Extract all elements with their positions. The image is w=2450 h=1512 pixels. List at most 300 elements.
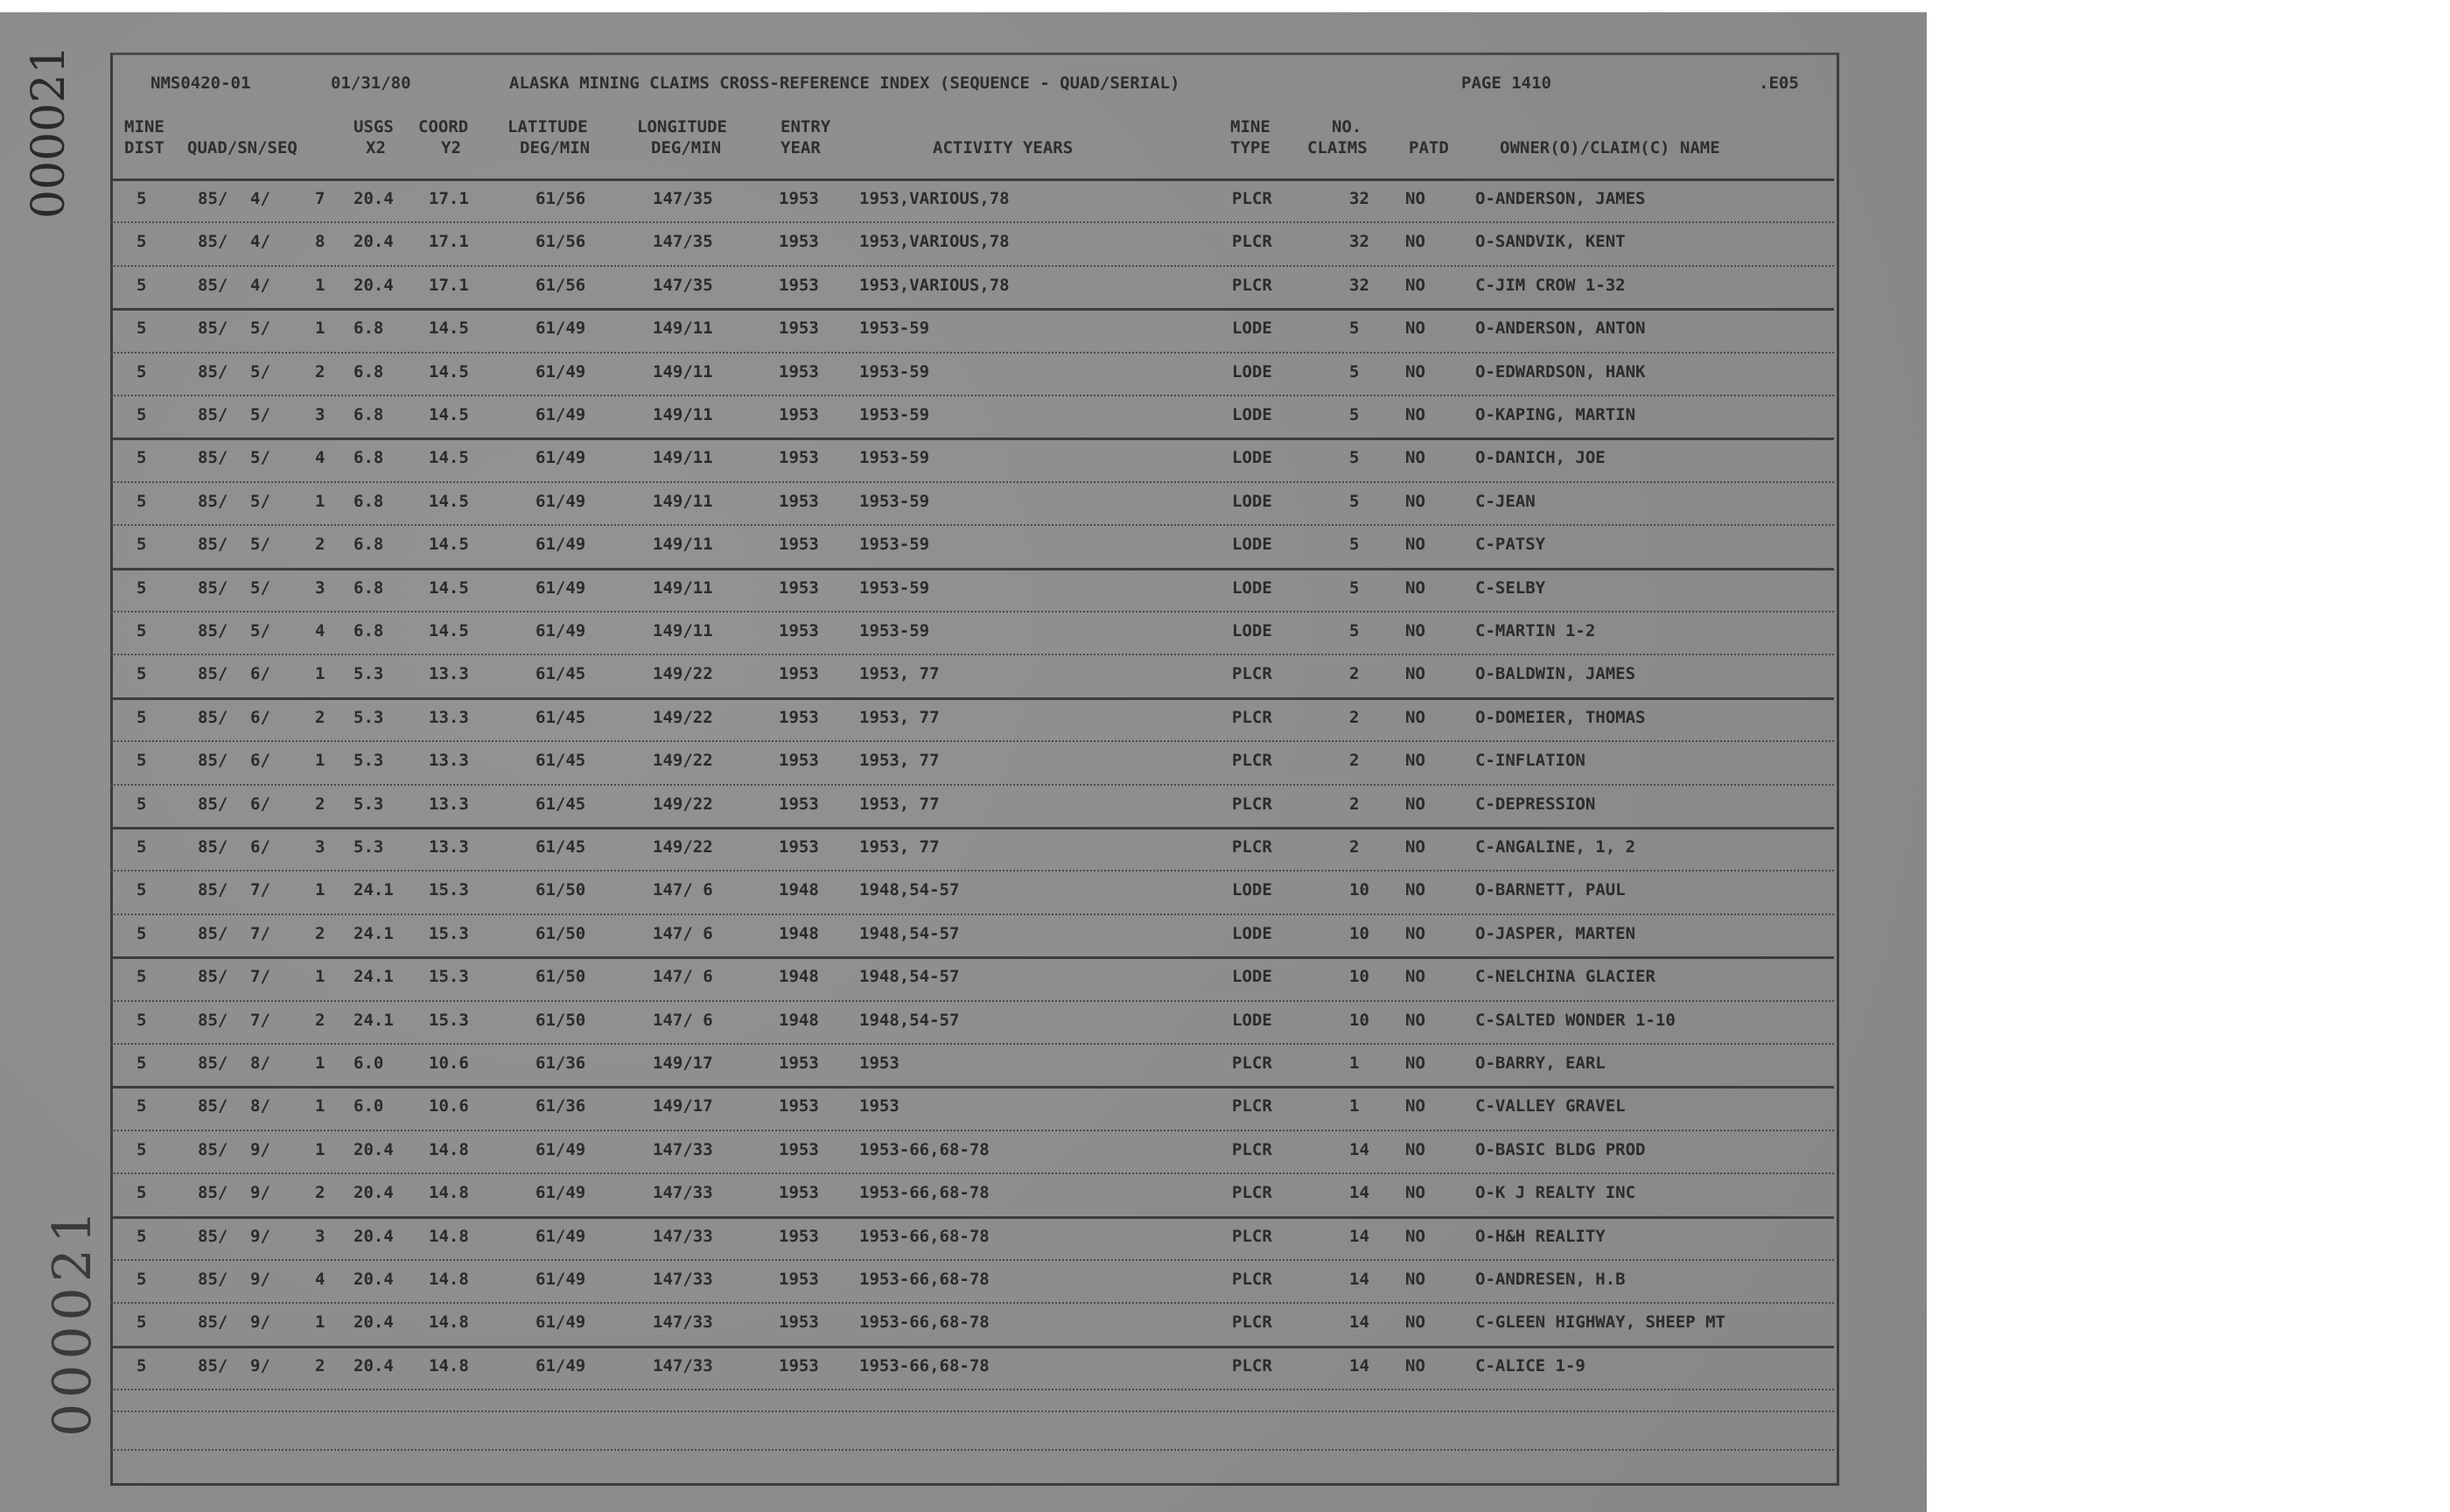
row-cell: 61/50 — [536, 967, 586, 987]
row-separator — [110, 481, 1834, 483]
row-cell: 85/ — [198, 535, 228, 555]
row-cell: 61/36 — [536, 1054, 586, 1073]
row-cell: LODE — [1232, 361, 1272, 382]
col-claims-l1: NO. — [1332, 117, 1362, 136]
col-latitude-l1: LATITUDE — [508, 117, 588, 136]
row-cell: NO — [1405, 1355, 1425, 1376]
row-cell: PLCR — [1232, 664, 1272, 684]
row-cell: 61/36 — [536, 1096, 586, 1116]
table-row — [110, 483, 1834, 525]
row-cell: 2 — [315, 1183, 326, 1203]
row-cell: 4 — [315, 448, 326, 468]
row-cell: 1953,VARIOUS,78 — [859, 189, 1010, 208]
row-separator — [110, 524, 1834, 526]
blank-line — [110, 1449, 1834, 1451]
row-cell: 1953 — [779, 1270, 819, 1289]
row-cell: 85/ — [198, 405, 228, 424]
frame-number-stamp-bottom: 000021 — [42, 1204, 103, 1437]
row-cell: 20.4 — [354, 232, 394, 252]
row-cell: 149/22 — [653, 707, 713, 727]
row-cell: 61/56 — [536, 232, 586, 252]
table-row — [110, 223, 1834, 265]
row-cell: 14 — [1349, 1312, 1369, 1333]
row-cell: 61/56 — [536, 189, 586, 208]
row-cell: 1953 — [779, 1312, 819, 1333]
row-cell: 1 — [315, 751, 326, 771]
row-separator — [110, 1172, 1834, 1174]
row-cell: 1948,54-57 — [859, 1010, 960, 1030]
row-separator — [110, 1346, 1834, 1348]
row-cell: 20.4 — [354, 1355, 394, 1376]
row-cell: 9/ — [250, 1226, 270, 1246]
row-separator — [110, 784, 1834, 786]
row-cell: 1 — [315, 491, 326, 511]
row-cell: PLCR — [1232, 1183, 1272, 1203]
col-patd: PATD — [1409, 138, 1449, 158]
row-cell: PLCR — [1232, 1355, 1272, 1376]
row-cell: 1953 — [779, 751, 819, 771]
row-cell: NO — [1405, 189, 1425, 208]
row-cell: 24.1 — [354, 1010, 394, 1030]
row-cell: 5 — [136, 361, 147, 382]
row-cell: 5.3 — [354, 794, 384, 814]
row-cell: 5 — [1349, 578, 1360, 598]
row-cell: 6.8 — [354, 448, 384, 468]
row-cell: 6.0 — [354, 1054, 384, 1073]
row-cell: 1953-59 — [859, 535, 930, 555]
row-cell: NO — [1405, 794, 1425, 814]
row-cell: 14.5 — [429, 535, 469, 555]
row-cell: 1953-59 — [859, 405, 930, 424]
row-cell: PLCR — [1232, 189, 1272, 208]
row-cell: 61/49 — [536, 535, 586, 555]
row-cell: 85/ — [198, 1010, 228, 1030]
row-cell: 1 — [315, 1312, 326, 1333]
row-cell: 10 — [1349, 880, 1369, 900]
row-cell: 5 — [136, 751, 147, 771]
row-cell: LODE — [1232, 491, 1272, 511]
row-cell: 147/ 6 — [653, 967, 713, 987]
row-cell: 9/ — [250, 1355, 270, 1376]
row-cell: 61/50 — [536, 923, 586, 943]
row-cell: 9/ — [250, 1312, 270, 1333]
col-entry-l1: ENTRY — [780, 117, 831, 136]
row-cell: PLCR — [1232, 1139, 1272, 1159]
row-cell: 5 — [136, 491, 147, 511]
row-cell: C-ANGALINE, 1, 2 — [1475, 837, 1636, 857]
row-cell: 5/ — [250, 318, 270, 339]
row-cell: 5 — [136, 189, 147, 208]
row-cell: 149/11 — [653, 621, 713, 640]
row-cell: 2 — [1349, 664, 1360, 684]
row-cell: LODE — [1232, 318, 1272, 339]
row-cell: 1953, 77 — [859, 794, 940, 814]
table-row — [110, 958, 1834, 1000]
row-cell: LODE — [1232, 923, 1272, 943]
row-cell: 5 — [136, 794, 147, 814]
row-cell: 13.3 — [429, 707, 469, 727]
row-cell: 7/ — [250, 1010, 270, 1030]
row-cell: 2 — [315, 707, 326, 727]
row-separator — [110, 870, 1834, 872]
row-separator — [110, 221, 1834, 223]
row-cell: 5 — [1349, 621, 1360, 640]
table-row — [110, 439, 1834, 481]
row-cell: 85/ — [198, 837, 228, 857]
row-cell: 149/11 — [653, 405, 713, 424]
row-cell: NO — [1405, 664, 1425, 684]
row-cell: O-DANICH, JOE — [1475, 448, 1606, 468]
row-cell: 1953-59 — [859, 318, 930, 339]
row-cell: 14.5 — [429, 405, 469, 424]
row-cell: 1948,54-57 — [859, 967, 960, 987]
row-cell: 1953 — [779, 535, 819, 555]
row-separator — [110, 914, 1834, 915]
row-cell: 85/ — [198, 1312, 228, 1333]
row-cell: 5/ — [250, 405, 270, 424]
table-row — [110, 872, 1834, 914]
row-cell: 1953 — [779, 448, 819, 468]
table-row — [110, 354, 1834, 396]
row-cell: 5 — [136, 621, 147, 640]
row-cell: 14 — [1349, 1139, 1369, 1159]
row-cell: 1 — [315, 1139, 326, 1159]
table-row — [110, 1304, 1834, 1346]
row-cell: 6/ — [250, 707, 270, 727]
row-cell: 2 — [1349, 837, 1360, 857]
row-cell: 14 — [1349, 1355, 1369, 1376]
row-cell: 1953-66,68-78 — [859, 1183, 990, 1203]
row-cell: 61/49 — [536, 1226, 586, 1246]
row-cell: 85/ — [198, 578, 228, 598]
row-cell: LODE — [1232, 448, 1272, 468]
row-cell: 85/ — [198, 1183, 228, 1203]
row-cell: LODE — [1232, 621, 1272, 640]
row-cell: 5 — [136, 1010, 147, 1030]
row-cell: NO — [1405, 1096, 1425, 1116]
row-cell: 14 — [1349, 1270, 1369, 1289]
row-cell: 85/ — [198, 1226, 228, 1246]
row-cell: 14.8 — [429, 1183, 469, 1203]
row-cell: NO — [1405, 535, 1425, 555]
row-cell: 1953 — [779, 1183, 819, 1203]
row-cell: LODE — [1232, 1010, 1272, 1030]
row-cell: C-SALTED WONDER 1-10 — [1475, 1010, 1676, 1030]
row-cell: 3 — [315, 578, 326, 598]
row-cell: 85/ — [198, 275, 228, 295]
col-latitude-l2: DEG/MIN — [520, 138, 591, 158]
row-cell: 1953 — [779, 275, 819, 295]
table-row — [110, 1261, 1834, 1303]
row-cell: 147/33 — [653, 1355, 713, 1376]
row-cell: 6/ — [250, 751, 270, 771]
row-cell: 1 — [315, 318, 326, 339]
row-cell: C-DEPRESSION — [1475, 794, 1596, 814]
row-separator — [110, 956, 1834, 959]
row-cell: O-KAPING, MARTIN — [1475, 405, 1636, 424]
row-cell: 14.5 — [429, 448, 469, 468]
row-cell: 5 — [1349, 491, 1360, 511]
table-row — [110, 267, 1834, 309]
row-cell: 5 — [1349, 535, 1360, 555]
row-cell: 1953-66,68-78 — [859, 1226, 990, 1246]
row-cell: NO — [1405, 837, 1425, 857]
row-separator — [110, 1130, 1834, 1131]
row-cell: 1953 — [779, 1355, 819, 1376]
row-cell: 61/49 — [536, 361, 586, 382]
frame-number-stamp-top: 000021 — [23, 45, 75, 219]
row-separator — [110, 308, 1834, 311]
row-cell: 1953-66,68-78 — [859, 1355, 990, 1376]
row-cell: 5 — [136, 405, 147, 424]
row-cell: O-JASPER, MARTEN — [1475, 923, 1636, 943]
row-separator — [110, 1043, 1834, 1045]
row-cell: 61/49 — [536, 578, 586, 598]
table-row — [110, 612, 1834, 654]
row-cell: LODE — [1232, 880, 1272, 900]
row-cell: 1953 — [859, 1096, 900, 1116]
row-cell: 6.8 — [354, 578, 384, 598]
row-cell: 1953 — [779, 491, 819, 511]
row-cell: 1953-66,68-78 — [859, 1312, 990, 1333]
row-cell: 2 — [1349, 794, 1360, 814]
table-row — [110, 655, 1834, 697]
row-cell: 5/ — [250, 578, 270, 598]
row-cell: 1953, 77 — [859, 664, 940, 684]
row-cell: 24.1 — [354, 967, 394, 987]
row-cell: NO — [1405, 923, 1425, 943]
row-cell: NO — [1405, 448, 1425, 468]
row-cell: 61/45 — [536, 664, 586, 684]
row-cell: 1953, 77 — [859, 837, 940, 857]
row-cell: NO — [1405, 1010, 1425, 1030]
row-cell: 61/49 — [536, 1139, 586, 1159]
row-cell: 147/ 6 — [653, 880, 713, 900]
row-cell: 149/17 — [653, 1096, 713, 1116]
row-cell: 5 — [136, 318, 147, 339]
row-separator — [110, 1216, 1834, 1219]
row-cell: 6.8 — [354, 361, 384, 382]
row-cell: NO — [1405, 1139, 1425, 1159]
row-cell: 85/ — [198, 491, 228, 511]
row-cell: NO — [1405, 880, 1425, 900]
row-cell: 1953-59 — [859, 621, 930, 640]
row-cell: O-SANDVIK, KENT — [1475, 232, 1626, 252]
table-row — [110, 526, 1834, 568]
row-cell: 1953-59 — [859, 361, 930, 382]
row-cell: 61/49 — [536, 1312, 586, 1333]
col-quad-sn-seq: QUAD/SN/SEQ — [187, 138, 298, 158]
row-cell: C-INFLATION — [1475, 751, 1586, 771]
row-cell: 5 — [136, 578, 147, 598]
row-cell: LODE — [1232, 405, 1272, 424]
row-cell: NO — [1405, 361, 1425, 382]
row-cell: 14.8 — [429, 1270, 469, 1289]
row-cell: 5 — [136, 707, 147, 727]
row-cell: C-PATSY — [1475, 535, 1546, 555]
report-code: .E05 — [1759, 74, 1799, 93]
row-cell: 9/ — [250, 1139, 270, 1159]
row-cell: LODE — [1232, 535, 1272, 555]
row-cell: 4/ — [250, 275, 270, 295]
table-row — [110, 1348, 1834, 1390]
row-cell: 5 — [1349, 318, 1360, 339]
row-cell: 5 — [136, 880, 147, 900]
row-cell: 5 — [136, 837, 147, 857]
row-cell: 1 — [315, 664, 326, 684]
table-row — [110, 742, 1834, 784]
row-cell: PLCR — [1232, 837, 1272, 857]
row-cell: 5 — [136, 1270, 147, 1289]
row-cell: 1953 — [779, 794, 819, 814]
col-mine-dist-l2: DIST — [124, 138, 164, 158]
row-cell: 85/ — [198, 189, 228, 208]
row-cell: 20.4 — [354, 275, 394, 295]
row-cell: 14.5 — [429, 361, 469, 382]
row-cell: 1953 — [779, 232, 819, 252]
row-cell: 61/45 — [536, 707, 586, 727]
row-cell: 7/ — [250, 923, 270, 943]
row-cell: 85/ — [198, 318, 228, 339]
col-mine-dist-l1: MINE — [124, 117, 164, 136]
row-cell: 61/49 — [536, 491, 586, 511]
row-cell: 61/50 — [536, 1010, 586, 1030]
row-cell: 14.8 — [429, 1139, 469, 1159]
row-cell: 9/ — [250, 1270, 270, 1289]
row-cell: NO — [1405, 621, 1425, 640]
row-cell: 7/ — [250, 967, 270, 987]
report-id: NMS0420-01 — [150, 74, 251, 93]
row-cell: NO — [1405, 578, 1425, 598]
row-cell: 14.5 — [429, 621, 469, 640]
row-cell: PLCR — [1232, 1226, 1272, 1246]
row-cell: O-DOMEIER, THOMAS — [1475, 707, 1646, 727]
table-row — [110, 699, 1834, 741]
row-cell: 10.6 — [429, 1054, 469, 1073]
col-owner-claim-name: OWNER(O)/CLAIM(C) NAME — [1500, 138, 1720, 158]
row-separator — [110, 438, 1834, 440]
row-separator — [110, 827, 1834, 830]
row-cell: 1 — [315, 967, 326, 987]
row-cell: O-ANDERSON, ANTON — [1475, 318, 1646, 339]
row-cell: 85/ — [198, 707, 228, 727]
row-cell: 20.4 — [354, 1183, 394, 1203]
row-cell: 1 — [315, 880, 326, 900]
row-separator — [110, 1389, 1834, 1390]
row-cell: O-K J REALTY INC — [1475, 1183, 1636, 1203]
col-mine-type-l1: MINE — [1230, 117, 1270, 136]
row-cell: 61/45 — [536, 794, 586, 814]
col-usgs-l1: USGS — [354, 117, 394, 136]
row-cell: 1948 — [779, 967, 819, 987]
row-separator — [110, 352, 1834, 354]
row-cell: 20.4 — [354, 1270, 394, 1289]
row-cell: 5 — [136, 275, 147, 295]
row-cell: 10 — [1349, 923, 1369, 943]
page-number: PAGE 1410 — [1461, 74, 1551, 93]
row-cell: NO — [1405, 707, 1425, 727]
row-cell: 5 — [1349, 448, 1360, 468]
row-cell: 1953 — [779, 318, 819, 339]
row-cell: 147/ 6 — [653, 1010, 713, 1030]
row-cell: NO — [1405, 318, 1425, 339]
row-cell: 17.1 — [429, 232, 469, 252]
row-cell: 1953 — [779, 1226, 819, 1246]
row-cell: 5.3 — [354, 837, 384, 857]
row-cell: 1953 — [779, 578, 819, 598]
row-cell: C-MARTIN 1-2 — [1475, 621, 1596, 640]
row-cell: 85/ — [198, 232, 228, 252]
row-cell: 5 — [136, 448, 147, 468]
report-date: 01/31/80 — [331, 74, 411, 93]
row-cell: 14.5 — [429, 318, 469, 339]
row-cell: 149/11 — [653, 491, 713, 511]
row-cell: 6.0 — [354, 1096, 384, 1116]
row-separator — [110, 697, 1834, 700]
row-cell: 1 — [315, 1096, 326, 1116]
row-cell: 5/ — [250, 448, 270, 468]
row-cell: 32 — [1349, 275, 1369, 295]
row-cell: 5 — [136, 1226, 147, 1246]
row-cell: 85/ — [198, 880, 228, 900]
row-cell: PLCR — [1232, 232, 1272, 252]
row-cell: NO — [1405, 1054, 1425, 1073]
row-cell: 147/35 — [653, 275, 713, 295]
table-row — [110, 1131, 1834, 1173]
row-cell: 8/ — [250, 1054, 270, 1073]
blank-line — [110, 1410, 1834, 1412]
row-cell: 1953 — [779, 1096, 819, 1116]
row-cell: PLCR — [1232, 1096, 1272, 1116]
table-row — [110, 1088, 1834, 1130]
row-cell: 149/11 — [653, 535, 713, 555]
row-cell: 5 — [136, 1139, 147, 1159]
row-cell: 6.8 — [354, 405, 384, 424]
row-cell: 149/11 — [653, 318, 713, 339]
row-cell: 15.3 — [429, 880, 469, 900]
row-cell: 1948 — [779, 880, 819, 900]
row-cell: 61/49 — [536, 318, 586, 339]
row-separator — [110, 1000, 1834, 1002]
row-cell: 1953 — [779, 664, 819, 684]
row-cell: 14 — [1349, 1183, 1369, 1203]
row-cell: 1953-66,68-78 — [859, 1139, 990, 1159]
row-cell: 9/ — [250, 1183, 270, 1203]
row-cell: 2 — [315, 535, 326, 555]
row-cell: 85/ — [198, 621, 228, 640]
row-cell: NO — [1405, 1270, 1425, 1289]
row-cell: 147/33 — [653, 1270, 713, 1289]
row-cell: 149/22 — [653, 794, 713, 814]
row-cell: 61/45 — [536, 751, 586, 771]
table-row — [110, 915, 1834, 957]
table-row — [110, 310, 1834, 352]
row-cell: C-ALICE 1-9 — [1475, 1355, 1586, 1376]
row-cell: 13.3 — [429, 664, 469, 684]
row-cell: 5/ — [250, 535, 270, 555]
row-cell: 149/22 — [653, 751, 713, 771]
row-cell: 5 — [136, 664, 147, 684]
row-cell: 8 — [315, 232, 326, 252]
row-cell: 85/ — [198, 1355, 228, 1376]
row-cell: C-VALLEY GRAVEL — [1475, 1096, 1626, 1116]
row-cell: 149/22 — [653, 664, 713, 684]
row-cell: 2 — [315, 361, 326, 382]
row-cell: 147/33 — [653, 1226, 713, 1246]
row-cell: 85/ — [198, 967, 228, 987]
row-separator — [110, 740, 1834, 742]
row-cell: 1953-59 — [859, 491, 930, 511]
